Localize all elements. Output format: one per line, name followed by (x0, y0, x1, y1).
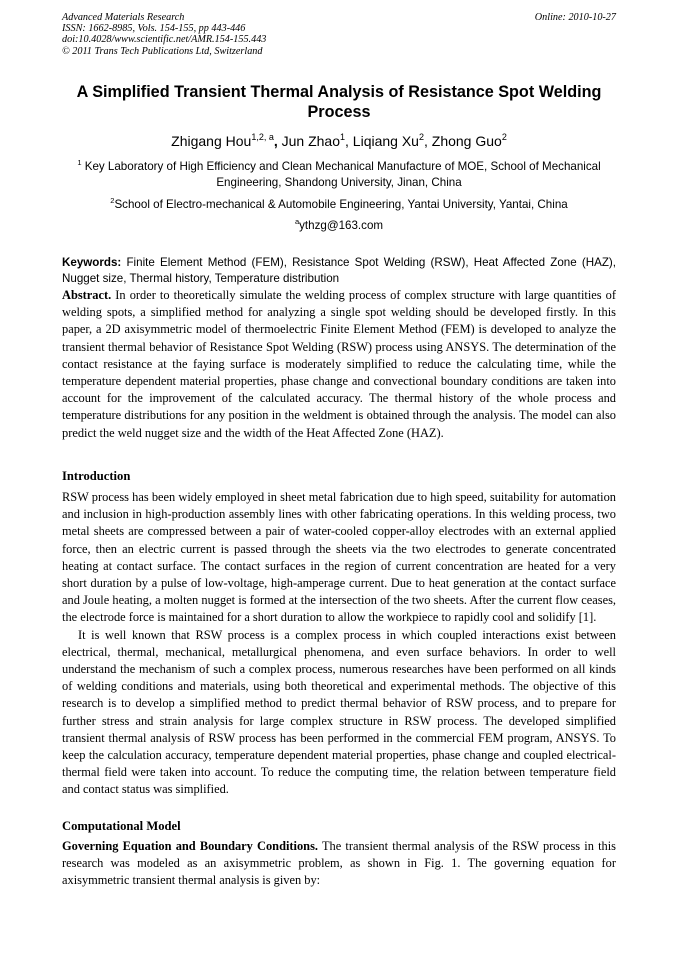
author-separator: , (345, 133, 353, 149)
author-name: Zhong Guo (431, 133, 502, 149)
affiliation-1 (62, 159, 616, 191)
computational-model-heading: Computational Model (62, 819, 181, 833)
keywords-label: Keywords: (62, 256, 122, 269)
journal-header (62, 12, 266, 57)
affiliation-mark: 1 (77, 158, 82, 167)
author-affiliation-mark: 2 (418, 132, 424, 142)
author-list (62, 132, 616, 150)
author-email (62, 218, 616, 234)
affiliation-2 (62, 197, 616, 213)
email-mark: a (294, 217, 300, 226)
author-affiliation-mark: 1 (340, 132, 346, 142)
affiliation-text: School of Electro-mechanical & Automobile Engineering, Yantai University, Yantai, China (114, 198, 568, 211)
introduction-heading: Introduction (62, 469, 131, 483)
introduction-body (62, 489, 616, 799)
subsection-label: Governing Equation and Boundary Conditions. (62, 839, 318, 853)
introduction-paragraph-1: RSW process has been widely employed in sheet metal fabrication due to high speed, suitability for automation and inclusion in high-production assembly lines with other fabricating operations. In this welding process, two metal sheets are compressed between a pair of water-cooled copper-alloy electrodes with an external applied force, then an electric current is passed through the sheets via the two electrodes to generate concentrated heating at contact surface. The contact surfaces in the region of current concentration are heated for a very short duration by a pulse of low-voltage, high-amperage current. Due to heat generation at the contact surface and Joule heating, a molten nugget is formed at the intersection of the two sheets. After the current flow ceases, the electrode force is maintained for a short duration to allow the workpiece to rapidly cool and solidify [1]. (62, 490, 616, 625)
author-affiliation-mark: 1,2, a (251, 132, 274, 142)
author-affiliation-mark: 2 (501, 132, 507, 142)
abstract-label: Abstract. (62, 288, 112, 302)
keywords (62, 255, 616, 286)
online-date: Online: 2010-10-27 (534, 12, 616, 23)
abstract-text: In order to theoretically simulate the welding process of complex structure with large quantities of welding spots, a simplified method for analyzing a single spot welding should be developed firstly. In this paper, a 2D axisymmetric model of thermoelectric Finite Element Method (FEM) is developed to analyze the transient thermal behavior of Resistance Spot Welding (RSW) process using ANSYS. The determination of the contact resistance at the faying surface is moderately simplified to reduce the calculating time, while the temperature dependent material properties, phase change and convectional boundary conditions are taken into account for the improvement of the calculated accuracy. The thermal history of the whole process and temperature distributions for any position in the weldment is obtained through the analysis. The model can also predict the weld nugget size and the width of the Heat Affected Zone (HAZ). (62, 288, 616, 440)
paper-title: A Simplified Transient Thermal Analysis of Resistance Spot Welding Process (76, 83, 602, 121)
copyright-line: © 2011 Trans Tech Publications Ltd, Switzerland (62, 45, 263, 57)
author-name: Jun Zhao (281, 133, 340, 149)
email-text: ythzg@163.com (299, 219, 384, 232)
author-separator: , (423, 133, 432, 149)
author-name: Liqiang Xu (352, 133, 419, 149)
author-separator: , (273, 133, 282, 149)
issn-line: ISSN: 1662-8985, Vols. 154-155, pp 443-446 (62, 23, 246, 35)
affiliation-mark: 2 (110, 196, 115, 205)
abstract (62, 287, 616, 442)
affiliation-text: Key Laboratory of High Efficiency and Clean Mechanical Manufacture of MOE, School of Mechanical Engineering, Shandong University, Jinan, China (81, 160, 601, 189)
computational-model-paragraph-1: The transient thermal analysis of the RSW process in this research was modeled as an axisymmetric problem, as shown in Fig. 1. The governing equation for axisymmetric transient thermal analysis is given by: (62, 839, 616, 888)
doi-line: doi:10.4028/www.scientific.net/AMR.154-155.443 (62, 34, 267, 46)
journal-name: Advanced Materials Research (62, 12, 185, 23)
introduction-paragraph-2: It is well known that RSW process is a complex process in which coupled interactions exist between electrical, thermal, mechanical, metallurgical phenomena, and even surface behaviors. In order to well understand the mechanism of such a complex process, numerous researches have been performed on all kinds of welding conditions and materials, using both theoretical and experimental methods. The objective of this research is to develop a simplified method to predict thermal behavior of RSW process, and to prepare for further stress and strain analysis for large complex structure in RSW process. The developed simplified transient thermal analysis of RSW process has been performed in the commercial FEM program, ANSYS. To keep the calculation accuracy, temperature dependent material properties, phase change and coupled electrical-thermal field were taken into account. To reduce the computing time, the relation between temperature field and contact status was simplified. (62, 627, 616, 797)
keywords-text: Finite Element Method (FEM), Resistance Spot Welding (RSW), Heat Affected Zone (HAZ), Nugget size, Thermal history, Temperature distribution (62, 256, 616, 285)
author-name: Zhigang Hou (171, 133, 252, 149)
computational-model-body (62, 838, 616, 890)
